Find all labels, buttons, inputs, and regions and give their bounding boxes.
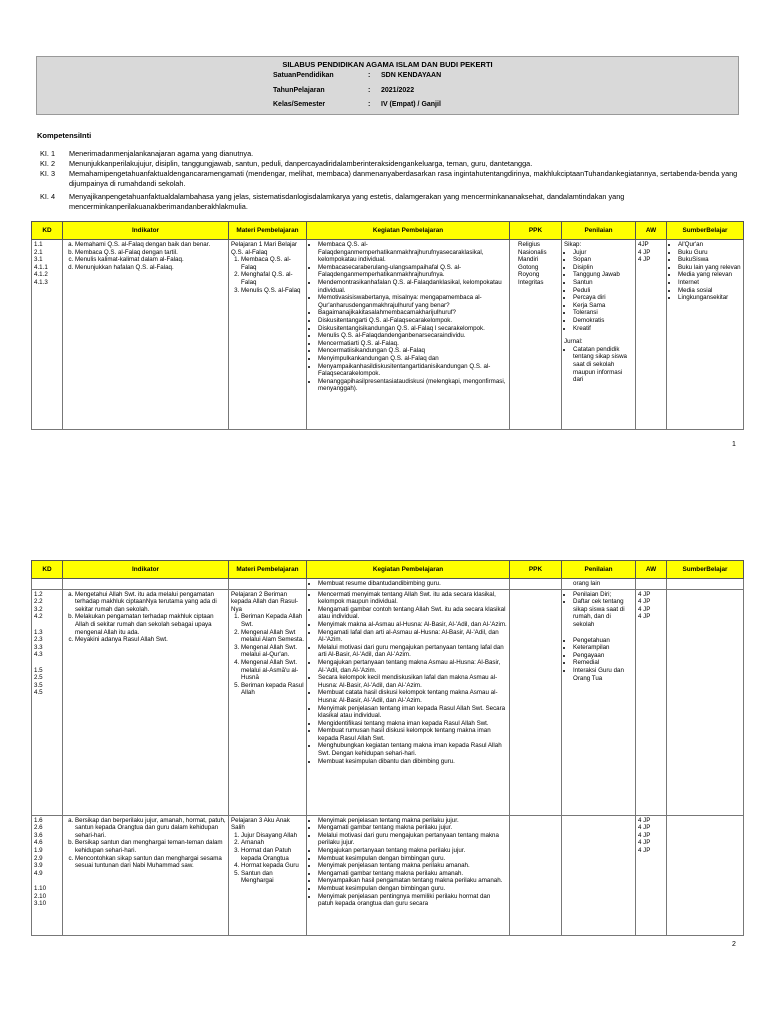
aw-cell: 4 JP 4 JP 4 JP 4 JP bbox=[636, 589, 667, 815]
sumber-cell: • Al'Qur'an • Buku Guru • BukuSiswa • Buku lain yang relevan • Media yang relevan • Internet • Media sosial • Lingkungansekitar bbox=[667, 240, 744, 430]
col-materi: Materi Pembelajaran bbox=[229, 561, 307, 579]
page-number-2: 2 bbox=[732, 941, 736, 948]
col-aw: AW bbox=[636, 222, 667, 240]
indikator-cell: a. Bersikap dan berperilaku jujur, amanah, hormat, patuh, santun kepada Orangtua dan guru dalam kehidupan sehari-hari. b. Bersikap santun dan menghargai teman-teman dalam kehidupan sehari-hari. c. Mencontohkan sikap santun dan menghargai sesama sesuai tuntunan dari Nabi Muhammad saw. bbox=[63, 815, 229, 935]
table-header-row bbox=[32, 561, 744, 579]
syllabus-table-page1 bbox=[31, 221, 744, 430]
penilaian-cell bbox=[562, 815, 636, 935]
table-row bbox=[32, 240, 744, 430]
penilaian-cell: Sikap: • Jujur • Sopan • Disiplin • Tanggung Jawab • Santun • Peduli • Percaya diri • Kerja Sama • Toleransi • Demokratis • Kreatif Jurnal: • Catatan pendidik tentang sikap siswa saat di sekolah maupun informasi dari bbox=[562, 240, 636, 430]
col-indikator: Indikator bbox=[63, 222, 229, 240]
ppk-cell bbox=[510, 589, 562, 815]
col-kd: KD bbox=[32, 222, 63, 240]
col-sumber: SumberBelajar bbox=[667, 222, 744, 240]
table-row bbox=[32, 815, 744, 935]
table-row: • Membuat resume dibantudandibimbing guru. orang lain bbox=[32, 579, 744, 590]
ppk-cell bbox=[510, 815, 562, 935]
table-header-row bbox=[32, 222, 744, 240]
col-ppk: PPK bbox=[510, 222, 562, 240]
kompetensi-title: KompetensiInti bbox=[37, 131, 92, 140]
kd-cell: 1.6 2.6 3.6 4.6 1.9 2.9 3.9 4.9 1.10 2.10 3.10 bbox=[32, 815, 63, 935]
kegiatan-cell: • Mencermati menyimak tentang Allah Swt. itu ada secara klasikal, kelompok maupun individual. • Mengamati gambar contoh tentang Allah Swt. itu ada secara klasikal atau individual. • Menyimak makna al-Asmau al-Husna: Al-Basir, Al-'Adil, dan Al-'Azim. • Mengamati lafal dan arti al-Asmau al-Husna: Al-Basir, Al-'Adil, dan Al-'Azim. • Melalui motivasi dari guru mengajukan pertanyaan tentang lafal dan arti Al-Basir, Al-'Adil, dan Al-'Azim. • Mengajukan pertanyaan tentang makna Asmau al-Husna: Al-Basir, Al-'Adil, dan Al-'Azim. • Secara kelompok kecil mendiskusikan lafal dan makna Asmau al-Husna: Al-Basir, Al-'Adil, dan Al-'Azim. • Membuat catata hasil diskusi kelompok tentang makna Asmau al-Husna: Al-Basir, Al-'Adil, dan Al-'Azim. • Menyimak penjelasan tentang iman kepada Rasul Allah Swt. Secara klasikal atau individual. • Mengidentifikasi tentang makna iman kepada Rasul Allah Swt. • Membuat rumusan hasil diskusi kelompok tentang makna iman kepada Rasul Allah Swt. • Menghubungkan kegiatan tentang makna iman kepada Rasul Allah Swt. Dengan kehidupan sehari-hari. • Membuat kesimpulan dibantu dan dibimbing guru. bbox=[307, 589, 510, 815]
ppk-cell: • Religius • Nasionalis • Mandiri • Gotong Royong • Integritas bbox=[510, 240, 562, 430]
col-penilaian: Penilaian bbox=[562, 561, 636, 579]
kegiatan-cell: • Membaca Q.S. al-Falaqdenganmemperhatikanmakhrajhurufnyasecaraklasikal, kelompokatau individual. • Membacasecaraberulang-ulangsampaihafal Q.S. al-Falaqdenganmemperhatikanmakhrajhurufnya. • Mendemontrasikanhafalan Q.S. al-Falaqdanklasikal, kelompokatau individual. • Memotivasisiswabertanya, misalnya: mengapamembaca al-Qur'anharusdenganmakhrajulhuruf yang benar? • Bagaimanajikakitasalahmembacamakharijulhuruf? • Diskusitentangarti Q.S. al-Falaqsecarakelompok. • Diskusitentangisikandungan Q.S. al-Falaq l secarakelompok. • Menulis Q.S. al-Falaqdandenganbenarsecaraindividu. • Mencermatiarti Q.S. al-Falaq. • Mencermatiisikandungan Q.S. al-Falaq • Menyimpulkankandungan Q.S. al-Falaq dan • Menyampaikanhasildiskusitentangartidanisikandungan Q.S. al-Falaqsecarakelompok. • Menanggapihasilpresentasiataudiskusi (melengkapi, mengonfirmasi, menyanggah). bbox=[307, 240, 510, 430]
col-penilaian: Penilaian bbox=[562, 222, 636, 240]
col-aw: AW bbox=[636, 561, 667, 579]
materi-cell: Pelajaran 3 Aku Anak Salih 1. Jujur Disayang Allah 2. Amanah 3. Hormat dan Patuh kepada Orangtua 4. Hormat kepada Guru 5. Santun dan Menghargai bbox=[229, 815, 307, 935]
col-kegiatan: Kegiatan Pembelajaran bbox=[307, 222, 510, 240]
materi-cell: Pelajaran 1 Mari Belajar Q.S. al-Falaq 1. Membaca Q.S. al-Falaq 2. Menghafal Q.S. al-Falaq 3. Menulis Q.S. al-Falaq bbox=[229, 240, 307, 430]
syllabus-table-page2 bbox=[31, 560, 744, 936]
col-materi: Materi Pembelajaran bbox=[229, 222, 307, 240]
col-ppk: PPK bbox=[510, 561, 562, 579]
indikator-cell: a. Mengetahui Allah Swt. itu ada melalui pengamatan terhadap makhluk ciptaanNya terutama yang ada di sekitar rumah dan sekolah. b. Melakukan pengamatan terhadap makhluk ciptaan Allah di sekitar rumah dan sekolah sebagai upaya mengenal Allah itu ada. c. Meyakini adanya Rasul Allah Swt. bbox=[63, 589, 229, 815]
syllabus-title: SILABUS PENDIDIKAN AGAMA ISLAM DAN BUDI PEKERTI bbox=[282, 60, 493, 69]
kd-cell: 1.2 2.2 3.2 4.2 1.3 2.3 3.3 4.3 1.5 2.5 3.5 4.5 bbox=[32, 589, 63, 815]
kegiatan-cell: • Menyimak penjelasan tentang makna perilaku jujur. • Mengamati gambar tentang makna perilaku jujur. • Melalui motivasi dari guru mengajukan pertanyaan tentang makna perilaku jujur. • Mengajukan pertanyaan tentang makna perilaku jujur. • Membuat kesimpulan dengan bimbingan guru. • Menyimak penjelasan tentang makna perilaku amanah. • Mengamati gambar tentang makna perilaku amanah. • Menyampaikan hasil pengamatan tentang makna perilaku amanah. • Membuat kesimpulan dengan bimbingan guru. • Menyimak penjelasan pentingnya memiliki perilaku hormat dan patuh kepada orangtua dan guru secara bbox=[307, 815, 510, 935]
sumber-cell bbox=[667, 815, 744, 935]
penilaian-cell: • Penilaian Diri; • Daftar cek tentang sikap siswa saat di rumah, dan di sekolah • Pengetahuan • Keterampilan • Pengayaan • Remedial • Interaksi Guru dan Orang Tua bbox=[562, 589, 636, 815]
syllabus-header: SILABUS PENDIDIKAN AGAMA ISLAM DAN BUDI PEKERTI SatuanPendidikan : SDN KENDAYAAN TahunPelajaran : 2021/2022 Kelas/Semester : IV (Empat) / Ganjil bbox=[36, 56, 739, 115]
table-row bbox=[32, 589, 744, 815]
col-indikator: Indikator bbox=[63, 561, 229, 579]
page-number-1: 1 bbox=[732, 441, 736, 448]
aw-cell: 4 JP 4 JP 4 JP 4 JP 4 JP bbox=[636, 815, 667, 935]
sumber-cell bbox=[667, 589, 744, 815]
col-kd: KD bbox=[32, 561, 63, 579]
aw-cell: 4JP 4 JP 4 JP bbox=[636, 240, 667, 430]
col-sumber: SumberBelajar bbox=[667, 561, 744, 579]
kd-cell: 1.1 2.1 3.1 4.1.1 4.1.2 4.1.3 bbox=[32, 240, 63, 430]
indikator-cell: a. Memahami Q.S. al-Falaq dengan baik dan benar. b. Membaca Q.S. al-Falaq dengan tartil. c. Menulis kalimat-kalimat dalam al-Falaq. d. Menunjukkan hafalan Q.S. al-Falaq. bbox=[63, 240, 229, 430]
materi-cell: Pelajaran 2 Beriman kepada Allah dan Rasul-Nya 1. Beriman Kepada Allah Swt. 2. Mengenal Allah Swt melalui Alam Semesta. 3. Mengenal Allah Swt. melalui al-Qur'an. 4. Mengenal Allah Swt. melalui al-Asmā'u al-Husnā 5. Beriman kepada Rasul Allah bbox=[229, 589, 307, 815]
col-kegiatan: Kegiatan Pembelajaran bbox=[307, 561, 510, 579]
